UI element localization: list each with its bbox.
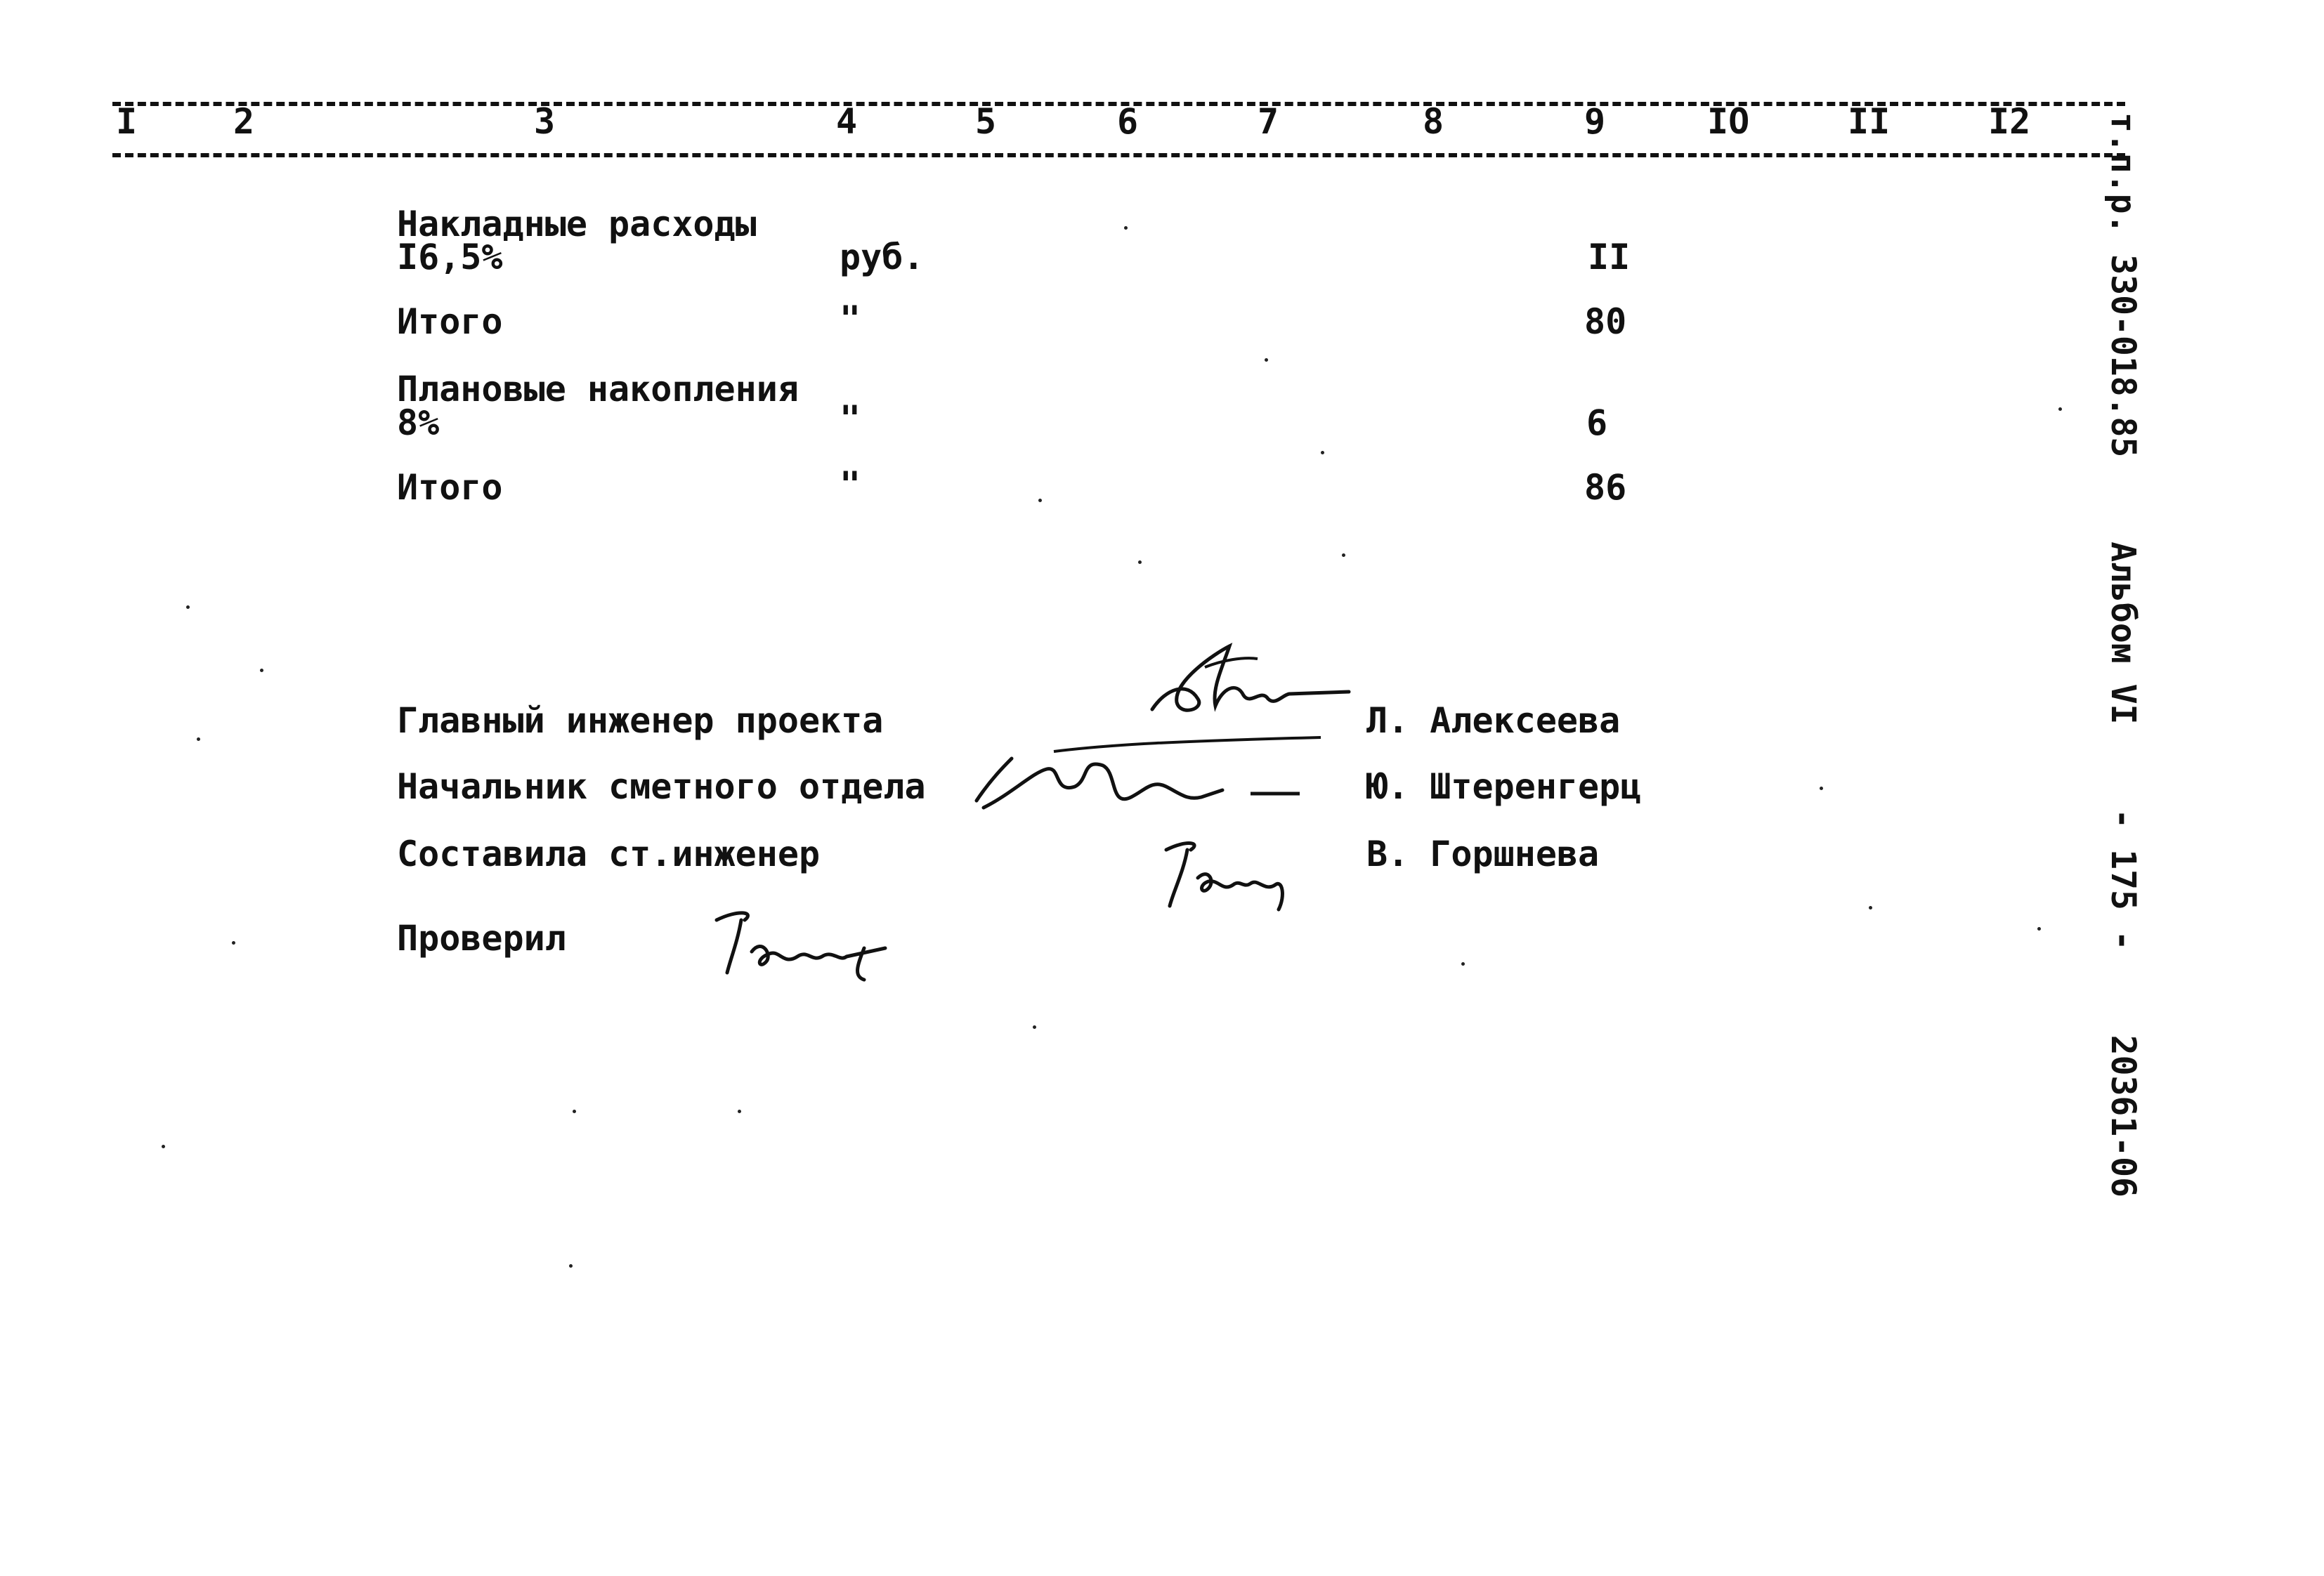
scan-speck <box>186 605 190 609</box>
scan-speck <box>1461 962 1465 966</box>
header-bottom-rule <box>112 153 2125 157</box>
side-stamp-project-code: т.п.р. 330-018.85 <box>2103 112 2143 458</box>
column-number: 7 <box>1258 101 1279 142</box>
scan-speck <box>573 1110 576 1113</box>
handwritten-signature-checker <box>703 899 899 990</box>
row-value: 6 <box>1586 402 1608 443</box>
scan-speck <box>1033 1025 1036 1029</box>
column-number: 3 <box>534 101 556 142</box>
column-number: I <box>116 101 138 142</box>
scan-speck <box>1124 226 1128 230</box>
side-stamp-page-number: - 175 - <box>2103 808 2143 951</box>
scan-speck <box>232 941 235 945</box>
column-number: 4 <box>836 101 858 142</box>
signature-role: Начальник сметного отдела <box>397 766 926 807</box>
row-unit: " <box>840 298 861 339</box>
row-label-rate: I6,5% <box>397 237 503 277</box>
side-stamp-document-number: 20361-06 <box>2103 1035 2143 1197</box>
column-number: 5 <box>975 101 997 142</box>
row-unit: " <box>840 398 861 439</box>
row-label: Итого <box>397 301 503 342</box>
scan-speck <box>1138 560 1142 564</box>
signature-name: Ю. Штеренгерц <box>1366 766 1642 807</box>
row-label: Итого <box>397 467 503 508</box>
row-value: II <box>1588 237 1631 277</box>
row-value: 80 <box>1584 301 1627 342</box>
signature-name: В. Горшнева <box>1366 834 1600 874</box>
scan-speck <box>738 1110 741 1113</box>
column-number: 6 <box>1117 101 1139 142</box>
side-stamp <box>2101 112 2143 1377</box>
row-value: 86 <box>1584 467 1627 508</box>
scan-speck <box>260 669 263 672</box>
row-label-rate: 8% <box>397 402 440 443</box>
handwritten-signature-chief-engineer <box>1138 639 1363 730</box>
signature-name: Л. Алексеева <box>1366 700 1621 741</box>
row-unit: руб. <box>840 237 925 277</box>
signature-role: Главный инженер проекта <box>397 700 884 741</box>
scan-speck <box>1038 499 1042 502</box>
scan-speck <box>569 1264 573 1268</box>
column-number: 9 <box>1584 101 1606 142</box>
scan-speck <box>197 737 200 741</box>
scan-speck <box>162 1145 165 1148</box>
scan-speck <box>1869 906 1872 910</box>
scan-speck <box>2037 927 2041 931</box>
row-label: Накладные расходы <box>397 204 757 244</box>
scan-speck <box>2058 407 2062 411</box>
side-stamp-album: Альбом VI <box>2103 541 2143 725</box>
handwritten-signature-estimate-head <box>970 730 1321 822</box>
column-number: 2 <box>233 101 255 142</box>
scan-speck <box>1820 787 1823 790</box>
column-number: II <box>1848 101 1891 142</box>
signature-role: Составила ст.инженер <box>397 834 821 874</box>
scan-speck <box>1265 358 1268 362</box>
column-number: I2 <box>1988 101 2031 142</box>
signature-role: Проверил <box>397 918 566 959</box>
row-unit: " <box>840 464 861 505</box>
scan-speck <box>1321 451 1324 454</box>
scan-speck <box>1342 553 1345 557</box>
row-label: Плановые накопления <box>397 369 799 409</box>
column-number: 8 <box>1423 101 1444 142</box>
handwritten-signature-compiler <box>1159 829 1300 920</box>
column-number: IO <box>1707 101 1750 142</box>
